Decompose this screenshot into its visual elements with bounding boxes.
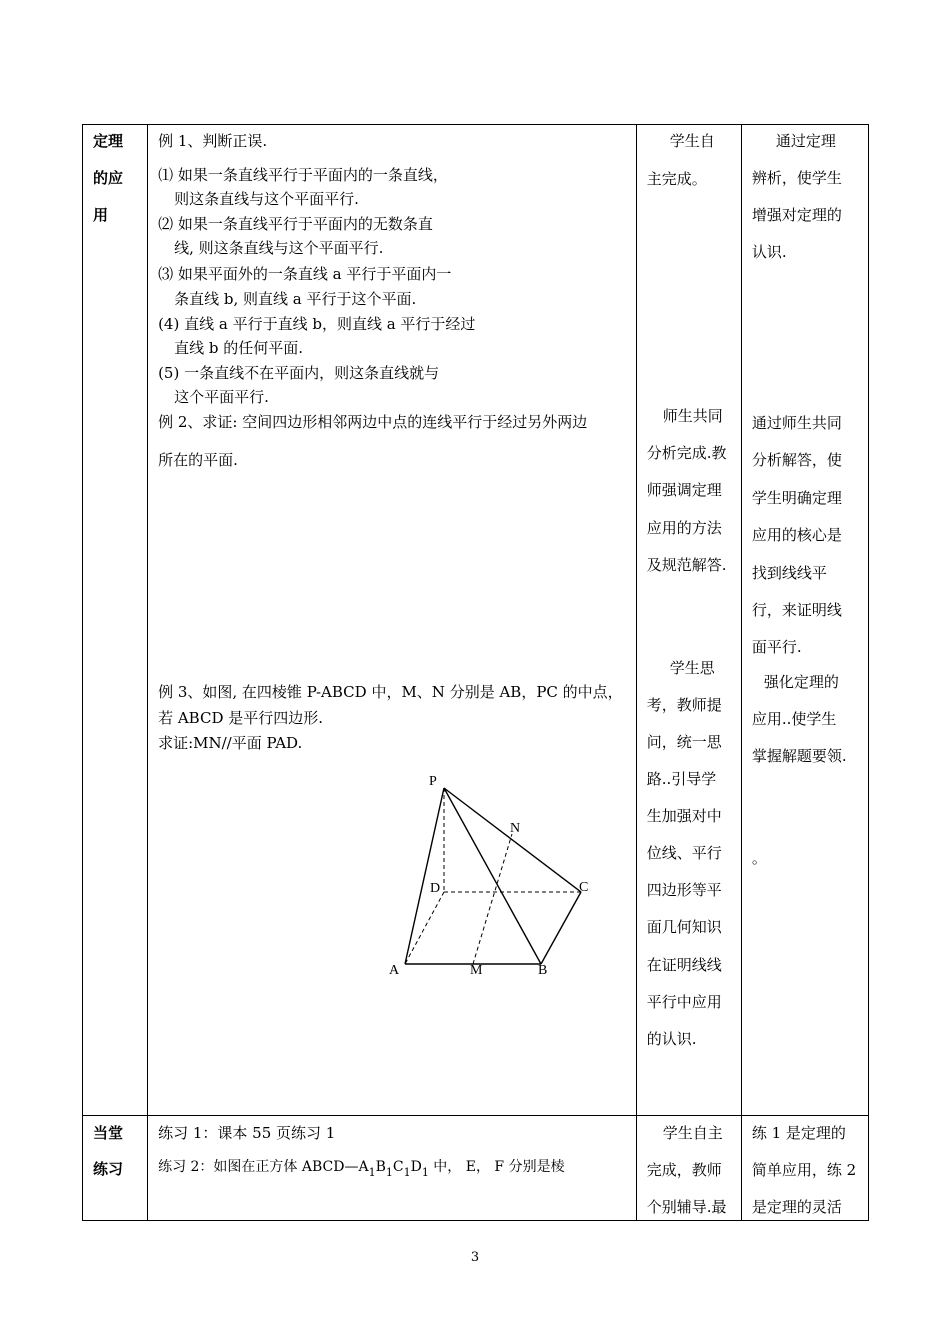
section-label-line: 当堂 <box>93 1124 124 1142</box>
example1-item: 则这条直线与这个平面平行. <box>174 190 359 208</box>
section-label-line: 用 <box>93 206 109 224</box>
example1-item: 条直线 b, 则直线 a 平行于这个平面. <box>174 290 417 308</box>
design-purpose-line: 应用的核心是 <box>751 526 842 544</box>
design-purpose-mark: 。 <box>751 849 767 867</box>
point-label-d: D <box>430 881 441 896</box>
example3-text: 例 3、如图, 在四棱锥 P-ABCD 中，M、N 分别是 AB，PC 的中点， <box>158 683 623 701</box>
lesson-table <box>82 124 869 1221</box>
example1-item: (5) 一条直线不在平面内，则这条直线就与 <box>158 364 440 382</box>
student-activity-line: 生加强对中 <box>646 807 722 825</box>
design-purpose-line: 掌握解题要领. <box>751 747 847 765</box>
student-activity-line: 学生自 <box>669 132 715 150</box>
example1-title: 例 1、判断正误. <box>158 132 268 150</box>
example2-text: 例 2、求证: 空间四边形相邻两边中点的连线平行于经过另外两边 <box>158 413 588 431</box>
content-cell <box>148 1116 637 1221</box>
section-label-line: 的应 <box>93 169 124 187</box>
edge-pc <box>444 788 581 892</box>
example1-item: ⑵ 如果一条直线平行于平面内的无数条直 <box>158 215 433 233</box>
edge-bc <box>541 892 581 964</box>
point-label-b: B <box>538 963 548 978</box>
student-activity-cell <box>636 1116 741 1221</box>
student-activity-line: 在证明线线 <box>646 956 722 974</box>
edge-ad-hidden <box>405 892 444 964</box>
student-activity-cell <box>636 125 741 1116</box>
example3-text: 求证:MN//平面 PAD. <box>158 734 303 752</box>
design-purpose-line: 简单应用，练 2 <box>751 1161 857 1179</box>
student-activity-line: 位线、平行 <box>646 844 722 862</box>
example3-text: 若 ABCD 是平行四边形. <box>158 709 324 727</box>
student-activity-line: 师生共同 <box>662 407 723 425</box>
design-purpose-line: 应用..使学生 <box>751 710 837 728</box>
point-label-a: A <box>389 963 400 978</box>
point-label-c: C <box>579 880 589 895</box>
design-purpose-cell <box>741 125 868 1116</box>
section-label-cell <box>83 1116 148 1221</box>
student-activity-line: 考，教师提 <box>646 696 722 714</box>
design-purpose-line: 分析解答，使 <box>751 451 842 469</box>
design-purpose-line: 找到线线平 <box>751 564 827 582</box>
student-activity-line: 四边形等平 <box>646 881 722 899</box>
student-activity-line: 学生思 <box>669 659 715 677</box>
point-label-m: M <box>470 963 483 978</box>
practice1-text: 练习 1：课本 55 页练习 1 <box>158 1124 336 1142</box>
student-activity-line: 分析完成.教 <box>646 444 727 462</box>
design-purpose-line: 强化定理的 <box>763 673 839 691</box>
practice-row <box>83 1116 869 1221</box>
student-activity-line: 个别辅导.最 <box>646 1198 727 1216</box>
section-label-line: 练习 <box>93 1160 124 1178</box>
design-purpose-line: 通过定理 <box>775 132 836 150</box>
point-label-p: P <box>429 774 437 789</box>
segment-mn-hidden <box>473 834 512 964</box>
student-activity-line: 学生自主 <box>662 1124 723 1142</box>
edge-pb <box>444 788 541 964</box>
design-purpose-line: 通过师生共同 <box>751 414 842 432</box>
example1-item: 这个平面平行. <box>174 388 269 406</box>
student-activity-line: 路..引导学 <box>646 770 717 788</box>
design-purpose-line: 增强对定理的 <box>751 206 842 224</box>
example1-item: 直线 b 的任何平面. <box>174 339 303 357</box>
design-purpose-line: 学生明确定理 <box>751 489 842 507</box>
design-purpose-line: 面平行. <box>751 638 802 656</box>
page-number: 3 <box>470 1250 480 1265</box>
student-activity-line: 的认识. <box>646 1030 697 1048</box>
section-label-line: 定理 <box>93 132 124 150</box>
student-activity-line: 完成，教师 <box>646 1161 722 1179</box>
design-purpose-line: 辨析，使学生 <box>751 169 842 187</box>
student-activity-line: 应用的方法 <box>646 519 722 537</box>
design-purpose-line: 是定理的灵活 <box>751 1198 842 1216</box>
example2-text: 所在的平面. <box>158 451 238 469</box>
example1-item: ⑴ 如果一条直线平行于平面内的一条直线， <box>158 166 448 184</box>
section-label-cell <box>83 125 148 1116</box>
example1-item: 线, 则这条直线与这个平面平行. <box>174 239 384 257</box>
example1-item: ⑶ 如果平面外的一条直线 a 平行于平面内一 <box>158 265 452 283</box>
pyramid-diagram <box>383 766 603 986</box>
student-activity-line: 问，统一思 <box>646 733 722 751</box>
student-activity-line: 面几何知识 <box>646 918 722 936</box>
design-purpose-line: 认识. <box>751 243 787 261</box>
student-activity-line: 及规范解答. <box>646 556 727 574</box>
design-purpose-line: 行，来证明线 <box>751 601 842 619</box>
student-activity-line: 主完成。 <box>646 170 707 188</box>
practice2-text: 练习 2：如图在正方体 $ABCD—A_1B_1C_1D_1$ 中， E， F 分别是棱 <box>158 1159 565 1179</box>
point-label-n: N <box>510 821 521 836</box>
design-purpose-cell <box>741 1116 868 1221</box>
edge-pa <box>405 788 444 964</box>
student-activity-line: 师强调定理 <box>646 481 722 499</box>
example1-item: (4) 直线 a 平行于直线 b，则直线 a 平行于经过 <box>158 315 476 333</box>
student-activity-line: 平行中应用 <box>646 993 722 1011</box>
design-purpose-line: 练 1 是定理的 <box>751 1124 846 1142</box>
